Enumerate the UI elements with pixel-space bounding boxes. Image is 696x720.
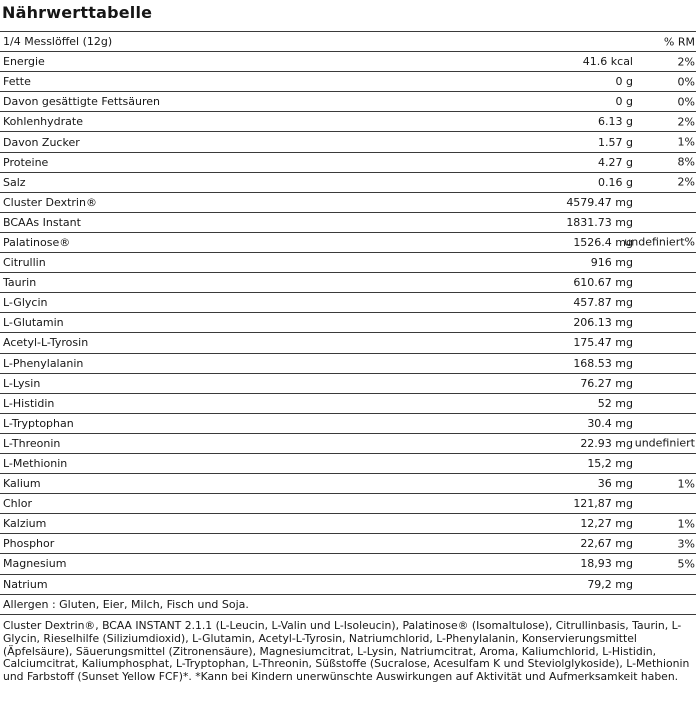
table-row <box>0 72 696 92</box>
nutrient-rm: 8% <box>677 155 695 169</box>
table-row <box>0 394 696 414</box>
nutrient-label: Phosphor <box>3 537 55 551</box>
nutrient-value: 6.13 g <box>598 115 633 129</box>
nutrient-label: Acetyl-L-Tyrosin <box>3 336 89 350</box>
rm-column-header: % RM <box>663 35 695 49</box>
table-row <box>0 253 696 273</box>
nutrient-rm: 5% <box>677 557 695 571</box>
nutrient-value: 41.6 kcal <box>582 55 633 69</box>
table-row <box>0 454 696 474</box>
table-row <box>0 494 696 514</box>
nutrient-rm: 0% <box>677 75 695 89</box>
nutrient-rm: 3% <box>677 537 695 551</box>
nutrient-value: 12,27 mg <box>580 517 633 531</box>
nutrient-value: 18,93 mg <box>580 557 633 571</box>
nutrient-label: BCAAs Instant <box>3 215 81 229</box>
table-row <box>0 112 696 132</box>
nutrient-rm: 1% <box>677 135 695 149</box>
nutrient-value: 610.67 mg <box>573 276 633 290</box>
table-header-row <box>0 32 696 52</box>
nutrient-label: Taurin <box>3 276 37 290</box>
table-row <box>0 575 696 595</box>
table-row <box>0 52 696 72</box>
nutrient-value: 1831.73 mg <box>566 215 633 229</box>
nutrient-label: Natrium <box>3 577 48 591</box>
table-row <box>0 313 696 333</box>
nutrient-label: L-Lysin <box>3 376 41 390</box>
nutrient-rm: 0% <box>677 95 695 109</box>
nutrient-label: L-Methionin <box>3 457 68 471</box>
nutrition-panel <box>0 3 696 720</box>
nutrient-value: 121,87 mg <box>573 497 633 511</box>
nutrient-value: 22.93 mg <box>580 436 633 450</box>
nutrient-label: Energie <box>3 55 45 69</box>
table-row <box>0 273 696 293</box>
nutrient-label: L-Glutamin <box>3 316 64 330</box>
nutrient-label: Davon Zucker <box>3 135 80 149</box>
nutrient-rm: 2% <box>677 175 695 189</box>
nutrient-label: Cluster Dextrin® <box>3 195 97 209</box>
nutrient-value: 79,2 mg <box>587 577 633 591</box>
nutrient-label: Kalzium <box>3 517 47 531</box>
nutrient-label: Davon gesättigte Fettsäuren <box>3 95 160 109</box>
nutrient-label: L-Glycin <box>3 296 48 310</box>
nutrient-label: Chlor <box>3 497 32 511</box>
nutrient-label: Citrullin <box>3 256 46 270</box>
table-row <box>0 514 696 534</box>
nutrient-label: L-Tryptophan <box>3 416 74 430</box>
nutrient-value: 206.13 mg <box>573 316 633 330</box>
table-row <box>0 153 696 173</box>
page-title: Nährwerttabelle <box>2 3 153 22</box>
nutrient-value: 15,2 mg <box>587 457 633 471</box>
nutrient-value: 76.27 mg <box>580 376 633 390</box>
nutrient-value: 1526.4 mg <box>573 235 633 249</box>
nutrient-value: 22,67 mg <box>580 537 633 551</box>
ingredients-paragraph: Cluster Dextrin®, BCAA INSTANT 2.1.1 (L-Leucin, L-Valin und L-Isoleucin), Palatinose® (Isomaltulose), Citrullinbasis, Taurin, L-Glycin, Rieselhilfe (Siliziumdioxid), L-Glutamin, Acetyl-L-Tyrosin, Natriumchlorid, L-Phenylalanin, Konservierungsmittel (Äpfelsäure), Säuerungsmittel (Zitronensäure), Magnesiumcitrat, L-Lysin, Natriumcitrat, Aroma, Kaliumchlorid, L-Histidin, Calciumcitrat, Kaliumphosphat, L-Tryptophan, L-Threonin, Süßstoffe (Sucralose, Acesulfam K und Steviolglykoside), L-Methionin und Farbstoff (Sunset Yellow FCF)*. *Kann bei Kindern unerwünschte Auswirkungen auf Aktivität und Aufmerksamkeit haben. <box>3 618 690 684</box>
serving-size-label: 1/4 Messlöffel (12g) <box>3 35 113 49</box>
table-row <box>0 354 696 374</box>
table-row <box>0 233 696 253</box>
nutrient-rm: undefiniert <box>634 436 695 450</box>
nutrient-rm: undefiniert% <box>624 235 695 249</box>
nutrient-value: 30.4 mg <box>587 416 633 430</box>
nutrient-value: 0 g <box>615 95 633 109</box>
nutrition-table <box>0 31 696 615</box>
nutrient-value: 175.47 mg <box>573 336 633 350</box>
nutrient-value: 916 mg <box>590 256 633 270</box>
table-row <box>0 554 696 574</box>
table-row <box>0 374 696 394</box>
nutrient-value: 4579.47 mg <box>566 195 633 209</box>
nutrient-value: 0 g <box>615 75 633 89</box>
table-row <box>0 434 696 454</box>
table-row <box>0 333 696 353</box>
table-row <box>0 213 696 233</box>
nutrient-value: 4.27 g <box>598 155 633 169</box>
nutrient-value: 52 mg <box>597 396 633 410</box>
nutrient-rm: 2% <box>677 55 695 69</box>
nutrient-label: Magnesium <box>3 557 67 571</box>
nutrient-rm: 2% <box>677 115 695 129</box>
allergen-row <box>0 595 696 615</box>
table-row <box>0 293 696 313</box>
nutrient-rm: 1% <box>677 477 695 491</box>
table-row <box>0 474 696 494</box>
nutrient-label: Proteine <box>3 155 49 169</box>
table-row <box>0 92 696 112</box>
nutrient-value: 168.53 mg <box>573 356 633 370</box>
nutrient-value: 36 mg <box>597 477 633 491</box>
table-row <box>0 193 696 213</box>
nutrient-label: Fette <box>3 75 31 89</box>
nutrient-value: 457.87 mg <box>573 296 633 310</box>
nutrient-label: Kohlenhydrate <box>3 115 83 129</box>
nutrient-value: 0.16 g <box>598 175 633 189</box>
nutrient-label: Salz <box>3 175 26 189</box>
nutrient-label: Kalium <box>3 477 41 491</box>
nutrition-table-body <box>0 52 696 595</box>
allergen-text: Allergen : Gluten, Eier, Milch, Fisch und Soja. <box>3 597 249 611</box>
nutrient-label: L-Threonin <box>3 436 61 450</box>
nutrient-rm: 1% <box>677 517 695 531</box>
nutrient-label: Palatinose® <box>3 235 71 249</box>
table-row <box>0 173 696 193</box>
nutrient-label: L-Phenylalanin <box>3 356 84 370</box>
table-row <box>0 132 696 152</box>
table-row <box>0 534 696 554</box>
table-row <box>0 414 696 434</box>
nutrient-label: L-Histidin <box>3 396 55 410</box>
nutrient-value: 1.57 g <box>598 135 633 149</box>
